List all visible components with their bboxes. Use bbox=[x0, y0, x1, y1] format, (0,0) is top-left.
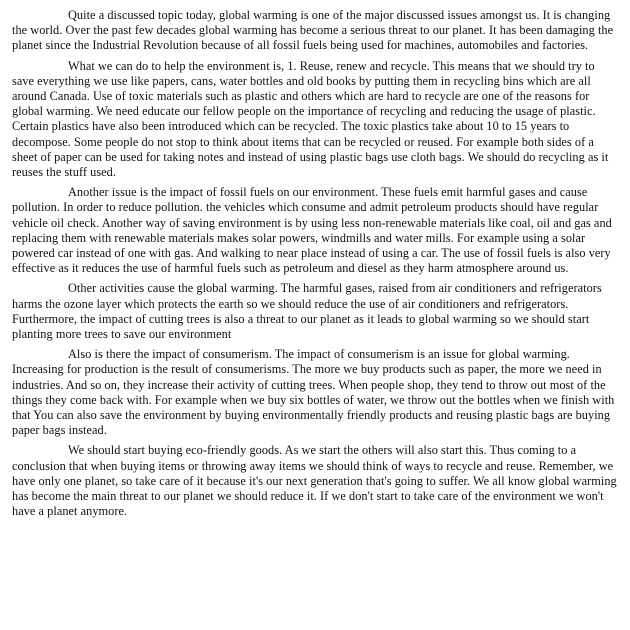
paragraph-consumerism: Also is there the impact of consumerism. The impact of consumerism is an issue for global warming. Increasing for production is the result of consumerisms. The more we buy products such as paper, the more we need in industries. And so on, they increase their activity of cutting trees. When people shop, they tend to throw out most of the things they come back with. For example when we buy six bottles of water, we throw out the bottles when we finish with that You can also save the environment by buying environmentally friendly products and reusing plastic bags are buying paper bags instead. bbox=[12, 347, 615, 438]
paragraph-fossil-fuels: Another issue is the impact of fossil fuels on our environment. These fuels emit harmful gases and cause pollution. In order to reduce pollution. the vehicles which consume and admit petroleum products should have regular vehicle oil check. Another way of saving environment is by using less non-renewable materials like coal, oil and gas and replacing them with renewable materials makes solar powers, windmills and water mills. For example using a solar powered car instead of one with gas. And walking to near place instead of using a car. The use of fossil fuels is also very effective as it reduces the use of harmful fuels such as petroleum and diesel as they harm atmosphere around us. bbox=[12, 185, 612, 276]
paragraph-conclusion: We should start buying eco-friendly goods. As we start the others will also start this. Thus coming to a conclusion that when buying items or throwing away items we should think of ways to recycle and reuse. Remember, we have only one planet, so take care of it because it's our next generation that's going to suffer. We all know global warming has become the main threat to our planet we should reduce it. If we don't start to take care of the environment we won't have a planet anymore. bbox=[12, 443, 617, 519]
paragraph-other-activities: Other activities cause the global warming. The harmful gases, raised from air conditioners and refrigerators harms the ozone layer which protects the earth so we should reduce the use of air conditioners and refrigerators. Furthermore, the impact of cutting trees is also a threat to our planet as it leads to global warming so we should start planting more trees to save our environment bbox=[12, 281, 602, 342]
paragraph-intro: Quite a discussed topic today, global warming is one of the major discussed issues amongst us. It is changing the world. Over the past few decades global warming has become a serious threat to our planet. It has been damaging the planet since the Industrial Revolution because of all fossil fuels being used for machines, automobiles and factories. bbox=[12, 8, 614, 53]
paragraph-recycling: What we can do to help the environment is, 1. Reuse, renew and recycle. This means that we should try to save everything we use like papers, cans, water bottles and old books by putting them in recycling bins which are all around Canada. Use of toxic materials such as plastic and others which are hard to recycle are one of the reasons for global warming. We need educate our fellow people on the importance of recycling and reducing the usage of plastic. Certain plastics have also been introduced which can be recycled. The toxic plastics take about 10 to 15 years to decompose. Some people do not stop to think about items that can be recycled or reused. For example both sides of a sheet of paper can be used for taking notes and instead of using plastic bags use cloth bags. We should do recycling as it reuses the stuff used. bbox=[12, 58, 609, 180]
